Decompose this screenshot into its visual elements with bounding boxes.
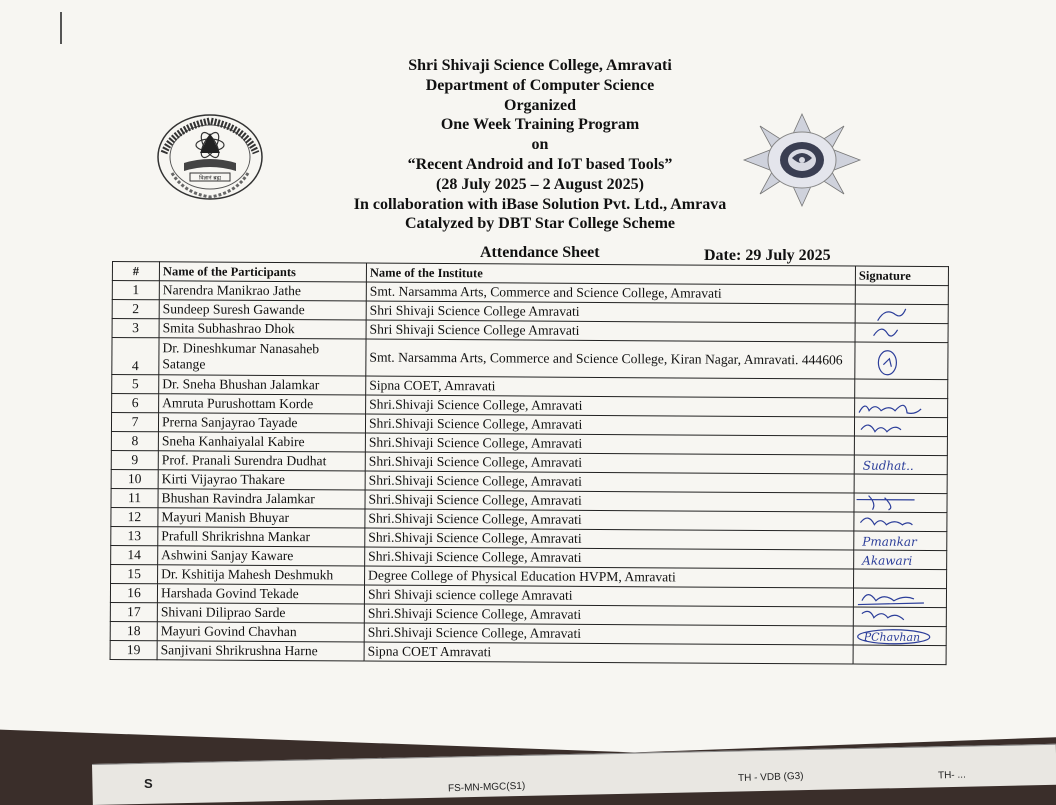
row-num: 13 — [111, 526, 158, 545]
participant-name: Shivani Diliprao Sarde — [157, 603, 364, 623]
sheet-date: Date: 29 July 2025 — [704, 247, 831, 264]
signature-cell — [854, 436, 947, 456]
institute-name: Shri.Shivaji Science College, Amravati — [365, 528, 854, 550]
participant-name: Amruta Purushottam Korde — [159, 394, 366, 414]
on-label: on — [531, 136, 549, 154]
row-num: 8 — [111, 431, 158, 450]
institute-name: Shri.Shivaji Science College, Amravati — [364, 604, 853, 626]
signature-scribble — [856, 324, 942, 343]
signature-cell — [855, 304, 948, 324]
institute-name: Smt. Narsamma Arts, Commerce and Science College, Amravati — [366, 282, 855, 304]
svg-text:PChavhan: PChavhan — [863, 630, 921, 644]
row-num: 3 — [112, 319, 159, 338]
signature-cell — [854, 512, 947, 532]
department-name: Department of Computer Science — [425, 76, 655, 94]
institute-name: Shri Shivaji Science College Amravati — [366, 320, 855, 342]
signature-scribble — [854, 513, 940, 532]
signature-scribble — [856, 305, 942, 324]
signature-scribble — [854, 608, 940, 627]
institute-name: Shri.Shivaji Science College, Amravati — [366, 395, 855, 417]
participant-name: Sanjivani Shrikrushna Harne — [157, 641, 364, 661]
participant-name: Prerna Sanjayrao Tayade — [158, 413, 365, 433]
institute-name: Sipna COET Amravati — [364, 642, 853, 664]
signature-cell — [854, 531, 947, 551]
institute-name: Smt. Narsamma Arts, Commerce and Science College, Kiran Nagar, Amravati. 444606 — [366, 339, 855, 379]
table-row — [112, 338, 948, 380]
participant-name: Ashwini Sanjay Kaware — [158, 546, 365, 566]
row-num: 5 — [112, 375, 159, 394]
college-name: Shri Shivaji Science College, Amravati — [408, 57, 672, 74]
row-num: 15 — [111, 564, 158, 583]
signature-cell — [854, 569, 947, 589]
program-dates: (28 July 2025 – 2 August 2025) — [435, 175, 645, 193]
signature-cell — [854, 455, 947, 475]
svg-text:विज्ञानं ब्रह्म: विज्ञानं ब्रह्म — [199, 175, 221, 182]
institute-name: Shri.Shivaji Science College, Amravati — [365, 414, 854, 436]
attendance-table — [110, 261, 949, 665]
row-num: 17 — [110, 602, 157, 621]
institute-name: Shri.Shivaji Science College, Amravati — [365, 452, 854, 474]
signature-scribble — [854, 589, 940, 608]
signature-cell — [854, 474, 947, 494]
row-num: 16 — [110, 583, 157, 602]
organized-label: Organized — [504, 96, 576, 114]
institute-name: Shri.Shivaji Science College, Amravati — [365, 433, 854, 455]
institute-name: Shri Shivaji science college Amravati — [364, 585, 853, 607]
signature-cell — [855, 323, 948, 343]
collaboration-line: In collaboration with iBase Solution Pvt. Ltd., Amrava — [353, 195, 727, 213]
svg-text:Sudhat..: Sudhat.. — [862, 458, 914, 473]
college-emblem-icon — [154, 113, 266, 205]
institute-name: Shri Shivaji Science College Amravati — [366, 301, 855, 323]
row-num: 12 — [111, 507, 158, 526]
institute-name: Shri.Shivaji Science College, Amravati — [365, 490, 854, 512]
institute-name: Shri.Shivaji Science College, Amravati — [365, 471, 854, 493]
catalyzed-line: Catalyzed by DBT Star College Scheme — [404, 215, 676, 233]
signature-scribble — [855, 418, 941, 437]
institute-name: Shri.Shivaji Science College, Amravati — [365, 509, 854, 531]
pen-mark — [60, 12, 62, 44]
signature-cell — [853, 588, 946, 608]
row-num: 9 — [111, 450, 158, 469]
signature-cell — [855, 285, 948, 305]
institute-name: Degree College of Physical Education HVPM, Amravati — [365, 566, 854, 588]
institute-name: Sipna COET, Amravati — [366, 376, 855, 398]
sheet-title: Attendance Sheet — [480, 244, 600, 261]
institute-name: Shri.Shivaji Science College, Amravati — [364, 623, 853, 645]
participant-name: Mayuri Manish Bhuyar — [158, 508, 365, 528]
header-signature: Signature — [855, 266, 948, 286]
participant-name: Mayuri Govind Chavhan — [157, 622, 364, 642]
underlying-sheet-text: TH - VDB (G3) — [737, 770, 804, 785]
participant-name: Kirti Vijayrao Thakare — [158, 470, 365, 490]
signature-scribble — [854, 532, 940, 551]
participant-name: Sundeep Suresh Gawande — [159, 300, 366, 320]
row-num: 1 — [112, 281, 159, 300]
signature-scribble — [855, 456, 941, 475]
signature-cell — [855, 379, 948, 399]
participant-name: Dr. Sneha Bhushan Jalamkar — [159, 375, 366, 395]
signature-cell — [855, 398, 948, 418]
participant-name: Narendra Manikrao Jathe — [159, 281, 366, 301]
signature-scribble — [854, 551, 940, 570]
row-num: 4 — [112, 338, 159, 375]
svg-text:Akawari: Akawari — [862, 553, 913, 568]
participant-name: Harshada Govind Tekade — [157, 584, 364, 604]
institute-name: Shri.Shivaji Science College, Amravati — [365, 547, 854, 569]
participant-name: Bhushan Ravindra Jalamkar — [158, 489, 365, 509]
row-num: 11 — [111, 488, 158, 507]
signature-cell — [853, 626, 946, 646]
program-topic: “Recent Android and IoT based Tools” — [407, 155, 673, 173]
signature-scribble — [855, 399, 941, 418]
signature-cell — [854, 493, 947, 513]
row-num: 18 — [110, 621, 157, 640]
row-num: 2 — [112, 300, 159, 319]
participant-name: Sneha Kanhaiyalal Kabire — [158, 432, 365, 452]
signature-scribble — [854, 494, 940, 513]
header-participant: Name of the Participants — [159, 262, 366, 282]
program-name: One Week Training Program — [440, 116, 640, 134]
row-num: 6 — [112, 394, 159, 413]
signature-cell — [853, 645, 946, 665]
signature-scribble — [855, 343, 941, 380]
row-num: 14 — [111, 545, 158, 564]
participant-name: Dr. Kshitija Mahesh Deshmukh — [158, 565, 365, 585]
underlying-sheet — [92, 744, 1056, 805]
participant-name: Smita Subhashrao Dhok — [159, 319, 366, 339]
underlying-sheet-text: TH- ... — [937, 769, 966, 782]
signature-scribble — [854, 627, 940, 646]
signature-cell — [853, 607, 946, 627]
underlying-sheet-label: S — [144, 776, 153, 791]
signature-cell — [854, 417, 947, 437]
row-num: 19 — [110, 640, 157, 659]
signature-cell — [855, 342, 948, 380]
row-num: 10 — [111, 469, 158, 488]
participant-name: Prafull Shrikrishna Mankar — [158, 527, 365, 547]
document-header — [300, 56, 780, 234]
svg-text:Pmankar: Pmankar — [862, 534, 917, 549]
underlying-sheet-text: FS-MN-MGC(S1) — [447, 780, 526, 795]
participant-name: Prof. Pranali Surendra Dudhat — [158, 451, 365, 471]
participant-name: Dr. Dineshkumar Nanasaheb Satange — [159, 338, 366, 376]
signature-cell — [854, 550, 947, 570]
row-num: 7 — [111, 413, 158, 432]
header-institute: Name of the Institute — [366, 263, 855, 285]
header-num: # — [112, 262, 159, 281]
